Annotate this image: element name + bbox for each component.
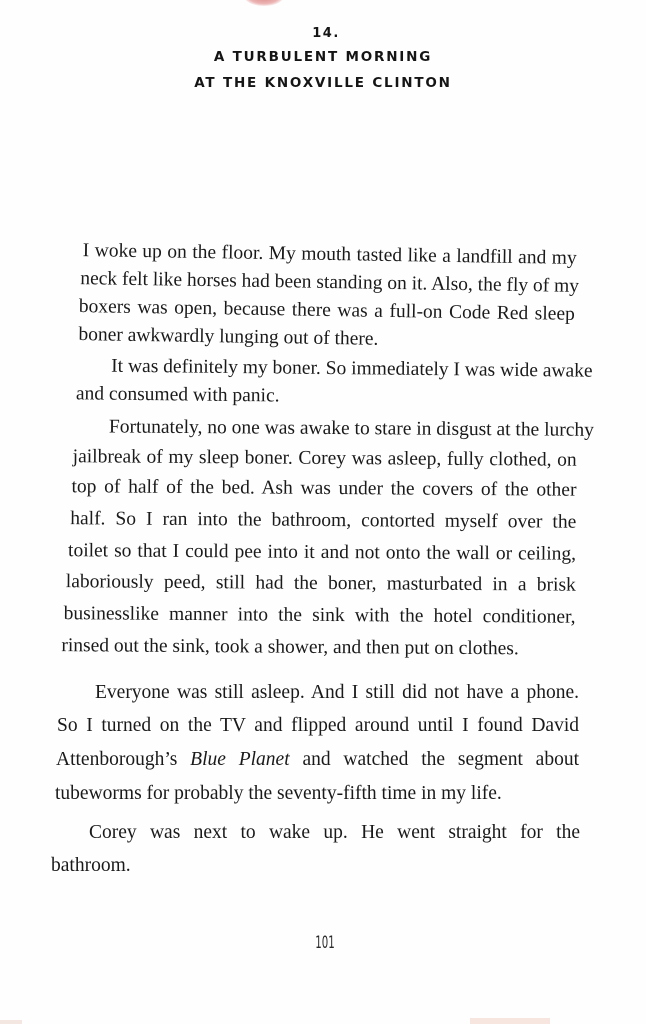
text-line: So I turned on the TV and flipped around until I found David <box>57 715 579 736</box>
chapter-title-line-1: A TURBULENT MORNING <box>213 49 433 65</box>
text-line: Corey was next to wake up. He went straight for the <box>89 822 580 843</box>
italic-title: Blue Planet <box>190 749 290 770</box>
text-line: and consumed with panic. <box>75 383 280 407</box>
text-fragment: and watched the segment about <box>289 749 580 770</box>
text-line: businesslike manner into the sink with the hotel conditioner, <box>63 603 576 628</box>
text-line: rinsed out the sink, took a shower, and then put on clothes. <box>61 635 519 660</box>
text-line: I woke up on the floor. My mouth tasted like a landfill and my <box>82 240 577 269</box>
text-line: bathroom. <box>51 855 131 876</box>
text-line: half. So I ran into the bathroom, contorted myself over the <box>70 508 577 533</box>
text-line: jailbreak of my sleep boner. Corey was asleep, fully clothed, on <box>72 446 577 471</box>
page-edge-smudge <box>0 1020 22 1024</box>
text-line: toilet so that I could pee into it and not onto the wall or ceiling, <box>67 540 577 565</box>
text-line: neck felt like horses had been standing on it. Also, the fly of my <box>80 268 580 297</box>
text-line: boner awkwardly lunging out of there. <box>78 324 379 350</box>
text-line: tubeworms for probably the seventy-fifth time in my life. <box>55 783 502 804</box>
text-line: Fortunately, no one was awake to stare in disgust at the lurchy <box>108 416 595 441</box>
text-line: boxers was open, because there was a full-on Code Red sleep <box>78 296 575 325</box>
text-line: It was definitely my boner. So immediately I was wide awake <box>111 355 593 382</box>
chapter-title-line-2: AT THE KNOXVILLE CLINTON <box>194 75 452 91</box>
text-fragment: Attenborough’s <box>56 749 191 770</box>
chapter-number: 14. <box>312 26 340 41</box>
text-line: laboriously peed, still had the boner, masturbated in a brisk <box>65 571 576 596</box>
page-number: 101 <box>315 933 335 953</box>
page-edge-smudge <box>470 1018 550 1024</box>
text-line: Everyone was still asleep. And I still did not have a phone. <box>95 682 579 703</box>
text-line: top of half of the bed. Ash was under the covers of the other <box>71 476 577 501</box>
